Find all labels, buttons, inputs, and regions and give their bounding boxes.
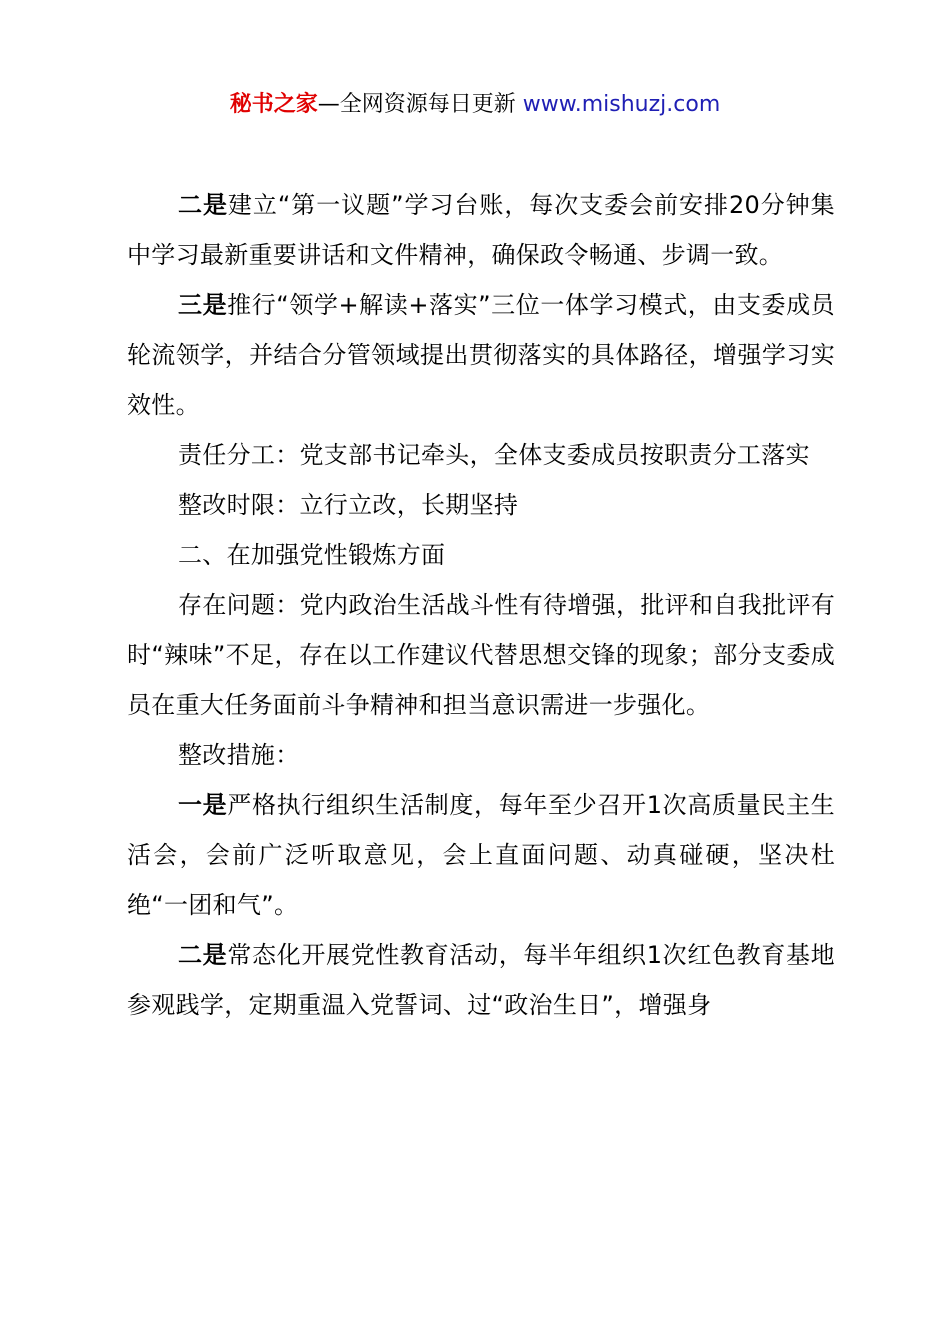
- paragraph-lead: 二是: [178, 191, 228, 219]
- paragraph: [127, 480, 835, 530]
- paragraph-text: 存在问题：党内政治生活战斗性有待增强，批评和自我批评有时“辣味”不足，存在以工作建议代替思想交锋的现象；部分支委成员在重大任务面前斗争精神和担当意识需进一步强化。: [127, 591, 835, 719]
- paragraph-text: 整改时限：立行立改，长期坚持: [178, 491, 519, 519]
- paragraph-lead: 三是: [178, 291, 228, 319]
- site-slogan: —全网资源每日更新: [317, 92, 523, 117]
- site-header: [0, 88, 950, 122]
- paragraph: [127, 580, 835, 730]
- document-body: [127, 180, 835, 1030]
- paragraph-lead: 一是: [178, 791, 228, 819]
- paragraph-text: 责任分工：党支部书记牵头，全体支委成员按职责分工落实: [178, 441, 810, 469]
- paragraph-text: 二、在加强党性锻炼方面: [178, 541, 446, 569]
- paragraph-text: 严格执行组织生活制度，每年至少召开1次高质量民主生活会，会前广泛听取意见，会上直面问题、动真碰硬，坚决杜绝“一团和气”。: [127, 791, 835, 919]
- paragraph-text: 常态化开展党性教育活动，每半年组织1次红色教育基地参观践学，定期重温入党誓词、过“政治生日”，增强身: [127, 941, 835, 1019]
- paragraph-text: 推行“领学+解读+落实”三位一体学习模式，由支委成员轮流领学，并结合分管领域提出贯彻落实的具体路径，增强学习实效性。: [127, 291, 835, 419]
- section-heading: [127, 530, 835, 580]
- paragraph: [127, 280, 835, 430]
- paragraph: [127, 930, 835, 1030]
- paragraph: [127, 180, 835, 280]
- site-url-link[interactable]: www.mishuzj.com: [522, 92, 721, 117]
- paragraph: [127, 430, 835, 480]
- paragraph-text: 建立“第一议题”学习台账，每次支委会前安排20分钟集中学习最新重要讲话和文件精神，确保政令畅通、步调一致。: [127, 191, 835, 269]
- paragraph: [127, 780, 835, 930]
- paragraph-lead: 二是: [178, 941, 228, 969]
- paragraph-text: 整改措施：: [178, 741, 300, 769]
- paragraph: [127, 730, 835, 780]
- site-brand: 秘书之家: [229, 92, 318, 117]
